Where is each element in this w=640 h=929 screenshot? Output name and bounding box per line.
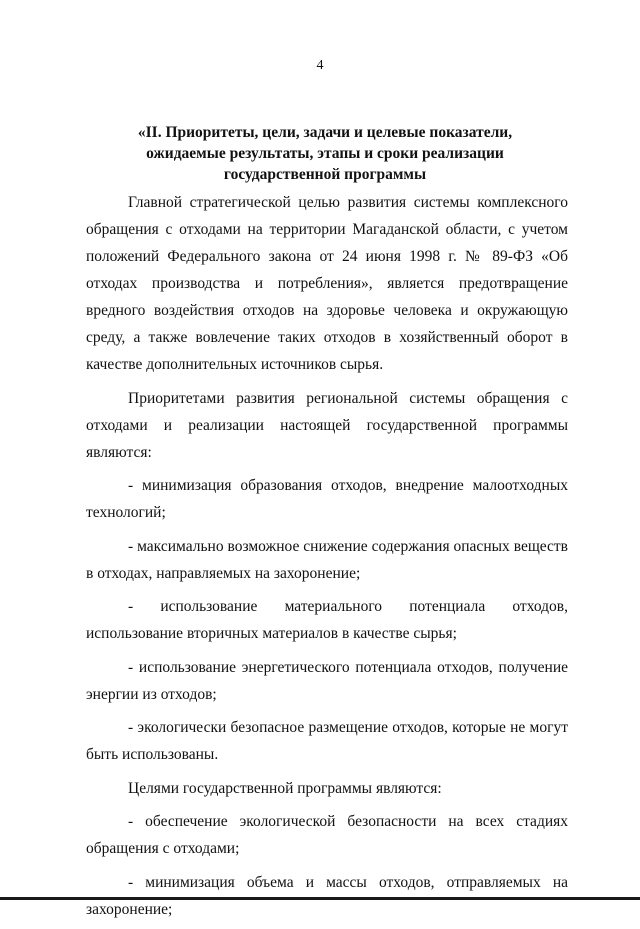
list-item-priority: - минимизация образования отходов, внедрение малоотходных технологий;	[86, 477, 568, 521]
list-item-priority: - использование материального потенциала отходов, использование вторичных материалов в качестве сырья;	[86, 598, 568, 642]
section-heading	[110, 122, 540, 185]
list-item-priority: - экологически безопасное размещение отходов, которые не могут быть использованы.	[86, 719, 568, 763]
list-item-goal: - минимизация объема и массы отходов, отправляемых на захоронение;	[86, 873, 568, 918]
list-item-priority: - максимально возможное снижение содержания опасных веществ в отходах, направляемых на захоронение;	[86, 537, 568, 582]
paragraph-priorities-intro: Приоритетами развития региональной системы обращения с отходами и реализации настоящей государственной программы являются:	[86, 389, 568, 461]
page-bottom-edge	[0, 897, 640, 900]
heading-line: государственной программы	[223, 166, 427, 183]
page-number: 4	[316, 58, 324, 73]
paragraph-main-goal: Главной стратегической целью развития системы комплексного обращения с отходами на территории Магаданской области, с учетом положений Федерального закона от 24 июня 1998 г. № 89-ФЗ «Об отходах производства и потребления», является предотвращение вредного воздействия отходов на здоровье человека и окружающую среду, а также вовлечение таких отходов в хозяйственный оборот в качестве дополнительных источников сырья.	[86, 194, 568, 373]
document-body	[86, 189, 568, 929]
paragraph-goals-intro: Целями государственной программы являются:	[128, 779, 442, 797]
list-item-priority: - использование энергетического потенциала отходов, получение энергии из отходов;	[86, 658, 568, 703]
heading-line: «II. Приоритеты, цели, задачи и целевые показатели,	[137, 124, 513, 141]
heading-line: ожидаемые результаты, этапы и сроки реализации	[146, 145, 504, 162]
list-item-goal: - обеспечение экологической безопасности на всех стадиях обращения с отходами;	[86, 813, 568, 857]
